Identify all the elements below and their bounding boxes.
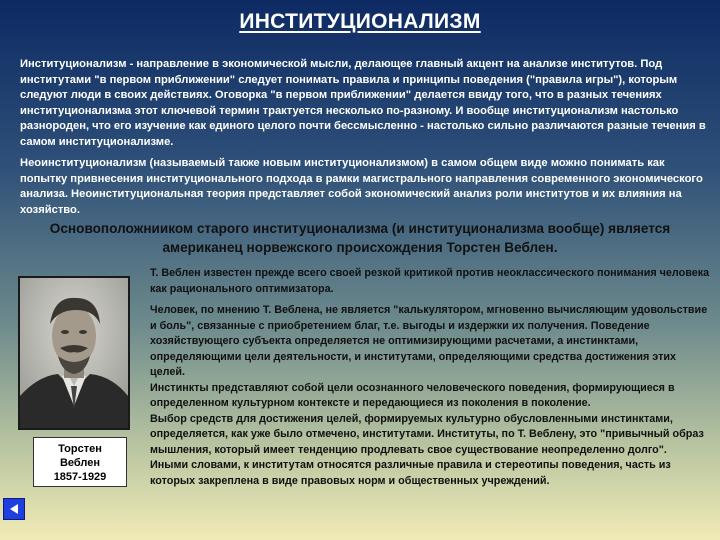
veblen-portrait — [18, 276, 130, 430]
portrait-illustration — [20, 278, 128, 428]
triangle-left-icon — [8, 503, 20, 515]
portrait-caption — [33, 437, 127, 487]
veblen-text-block — [150, 266, 710, 489]
intro-text-block — [20, 57, 710, 224]
slide-title — [0, 10, 720, 34]
body-line-instincts-definition: Инстинкты представляют собой цели осознанного человеческого поведения, формирующиеся в определенном культурном контексте и передающиеся из поколения в поколение. — [150, 381, 675, 409]
body-line-instincts-institutions: Человек, по мнению Т. Веблена, не является "калькулятором, мгновенно вычисляющим удовольствие и боль", связанные с приобретением благ, т.е. выгоды и издержки их получения. Поведение хозяйствующего субъекта определяется не оптимизирующими расчетами, а инстинктами, определяющими цели деятельности, и институтами, определяющими средства достижения этих целей. — [150, 304, 708, 378]
intro-paragraph-neoinstitutionalism: Неоинституционализм (называемый также новым институционализмом) в самом общем виде можно понимать как попытку привнесения институционального подхода в рамки магистрального направления современного экономического анализа. Неоинституциональная теория представляет собой экономический анализ роли институтов и их влияния на хозяйство. — [20, 157, 703, 216]
body-paragraph-theory — [150, 303, 710, 489]
caption-first-name: Торстен — [58, 443, 102, 455]
slide-title-text: ИНСТИТУЦИОНАЛИЗМ — [239, 10, 481, 33]
intro-paragraph-institutionalism: Институционализм - направление в экономической мысли, делающее главный акцент на анализе институтов. Под институтами "в первом приближении" следует понимать правила и принципы поведения ("правила игры"), которым следуют люди в своих действиях. Оговорка "в первом приближении" делается ввиду того, что в разных течениях институционализма этот ключевой термин трактуется несколько по-разному. И вообще институционализм настолько разнороден, что его изучение как единого целого почти бессмысленно - настолько сильно различаются разные течения в самом институционализме. — [20, 58, 706, 148]
founder-statement: Основоположнииком старого институционализма (и институционализма вообще) является американец норвежского происхождения Торстен Веблен. — [49, 221, 671, 255]
caption-years: 1857-1929 — [53, 471, 107, 483]
body-paragraph-critique: Т. Веблен известен прежде всего своей резкой критикой против неоклассического понимания человека как рационального оптимизатора. — [150, 267, 710, 295]
caption-last-name: Веблен — [59, 457, 101, 469]
body-line-institutions-definition: Выбор средств для достижения целей, формируемых культурно обусловленными инстинктами, определяется, как уже было отмечено, институтами. Институты, по Т. Веблену, это "привычный образ мышления, который имеет тенденцию продлевать свое существование неопределенно долго". — [150, 412, 704, 456]
back-button[interactable] — [3, 498, 25, 520]
body-line-conclusion: Иными словами, к институтам относятся различные правила и стереотипы поведения, часть из которых закреплена в виде правовых норм и общественных учреждений. — [150, 459, 671, 487]
